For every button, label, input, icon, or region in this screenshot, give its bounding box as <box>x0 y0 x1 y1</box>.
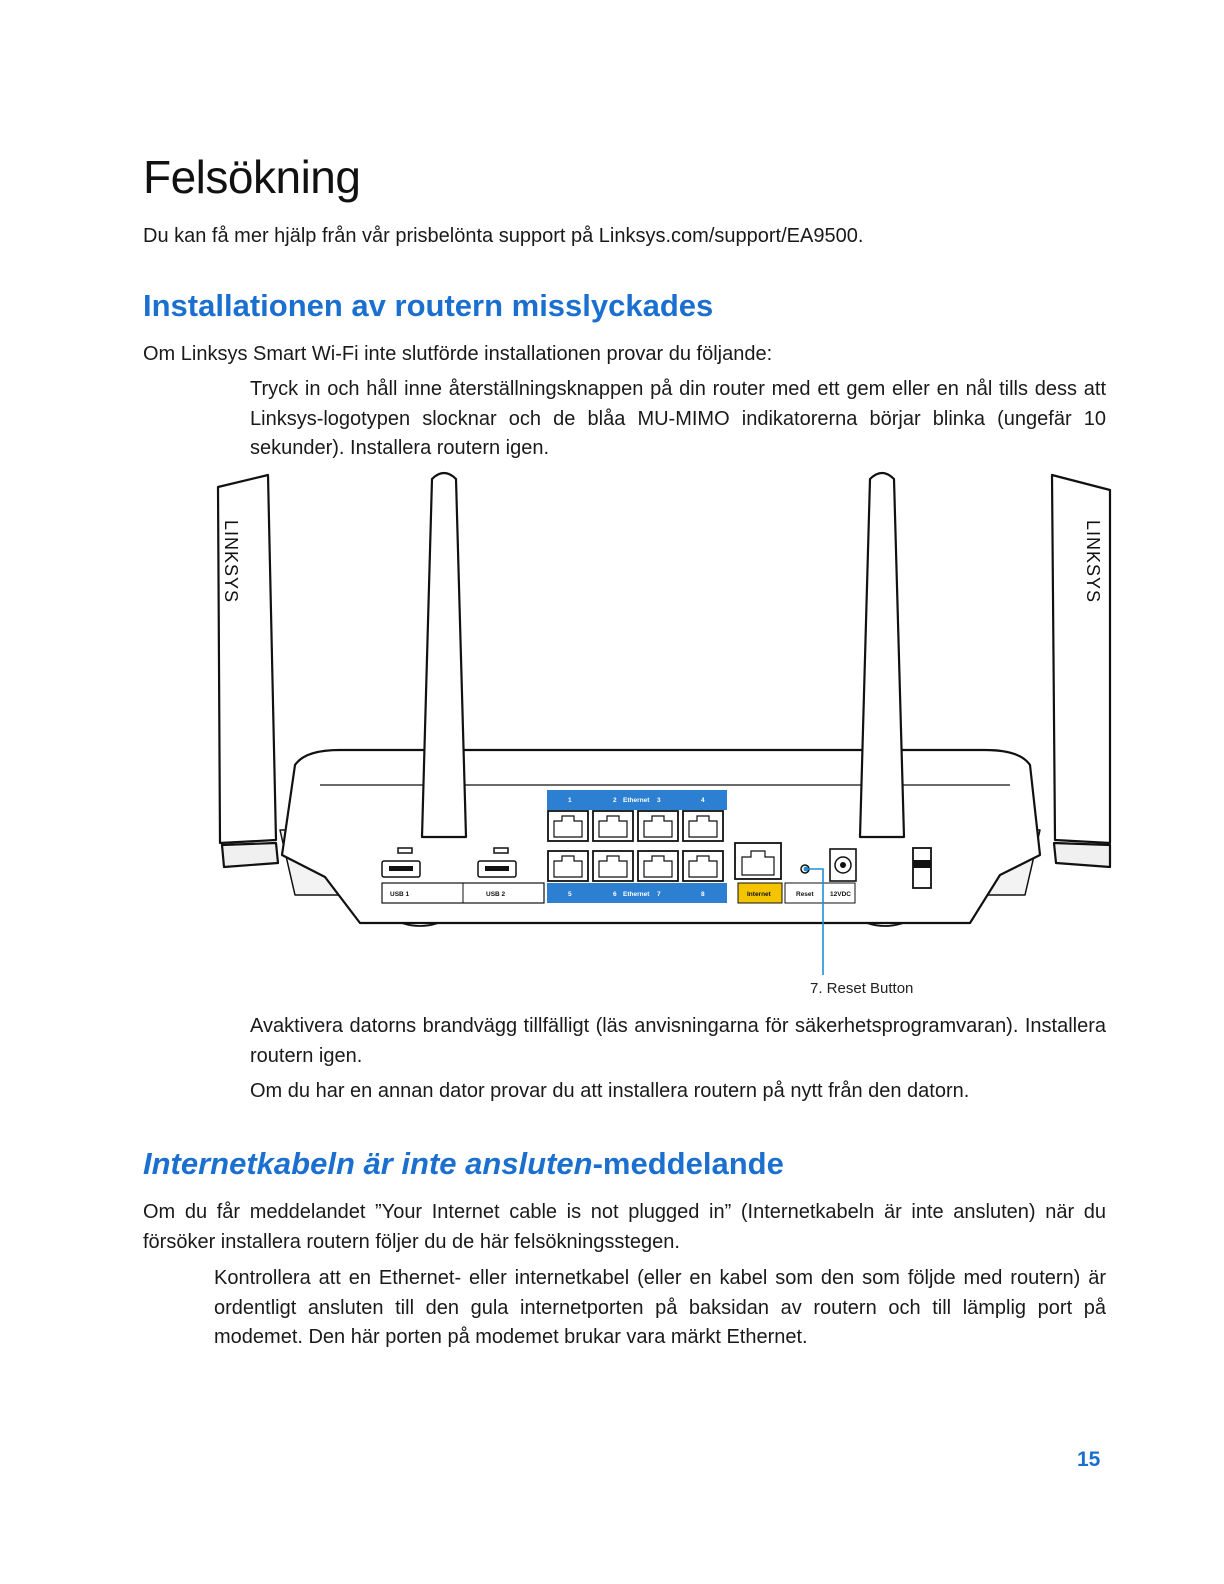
usb-led-2 <box>494 848 508 853</box>
page-title: Felsökning <box>143 151 361 203</box>
step-reset-router: Tryck in och håll inne återställningsknappen på din router med ett gem eller en nål tills dess att Linksys-logotypen slocknar och de blåa MU-MIMO indikatorerna börjar blinka (ungefär 10 sekunder). Installera routern igen. <box>250 378 1106 459</box>
eth-label-7: 7 <box>657 891 661 898</box>
usb1-label: USB 1 <box>390 891 410 898</box>
eth-label-6: 6 <box>613 891 617 898</box>
eth-label-8: 8 <box>701 891 705 898</box>
brand-logo-left: LINKSYS <box>221 520 241 604</box>
section-lead-cable: Om du får meddelandet ”Your Internet cable is not plugged in” (Internetkabeln är inte ansluten) när du försöker installera routern följer du de här felsökningsstegen. <box>143 1201 1106 1253</box>
eth-label-top: Ethernet <box>623 797 650 804</box>
eth-label-5: 5 <box>568 891 572 898</box>
internet-label: Internet <box>747 891 771 898</box>
section-heading-italic: Internetkabeln är inte ansluten <box>143 1146 593 1181</box>
power-label: 12VDC <box>830 891 851 898</box>
eth-label-4: 4 <box>701 797 705 804</box>
usb2-label: USB 2 <box>486 891 506 898</box>
section-heading-cable-not-plugged <box>143 1146 784 1182</box>
page-number: 15 <box>1077 1448 1101 1471</box>
reset-label: Reset <box>796 891 814 898</box>
step-disable-firewall: Avaktivera datorns brandvägg tillfälligt (läs anvisningarna för säkerhetsprogramvaran). Installera routern igen. <box>250 1015 1106 1067</box>
step-other-computer: Om du har en annan dator provar du att installera routern på nytt från den datorn. <box>250 1080 970 1102</box>
step-check-cable: Kontrollera att en Ethernet- eller internetkabel (eller en kabel som den som följde med routern) är ordentligt ansluten till den gula internetporten på baksidan av routern och till lämplig port på modemet. Den här porten på modemet brukar vara märkt Ethernet. <box>214 1267 1106 1348</box>
section-heading-suffix: -meddelande <box>592 1146 784 1181</box>
section-heading-install-failed: Installationen av routern misslyckades <box>143 288 714 323</box>
eth-label-3: 3 <box>657 797 661 804</box>
usb-led-1 <box>398 848 412 853</box>
router-back-panel-figure <box>210 465 1120 1005</box>
reset-callout-label: 7. Reset Button <box>810 980 914 997</box>
eth-label-1: 1 <box>568 797 572 804</box>
eth-label-2: 2 <box>613 797 617 804</box>
eth-label-bottom: Ethernet <box>623 891 650 898</box>
intro-text: Du kan få mer hjälp från vår prisbelönta support på Linksys.com/support/EA9500. <box>143 225 864 247</box>
section-lead-install: Om Linksys Smart Wi-Fi inte slutförde installationen provar du följande: <box>143 343 773 365</box>
brand-logo-right: LINKSYS <box>1083 520 1103 604</box>
